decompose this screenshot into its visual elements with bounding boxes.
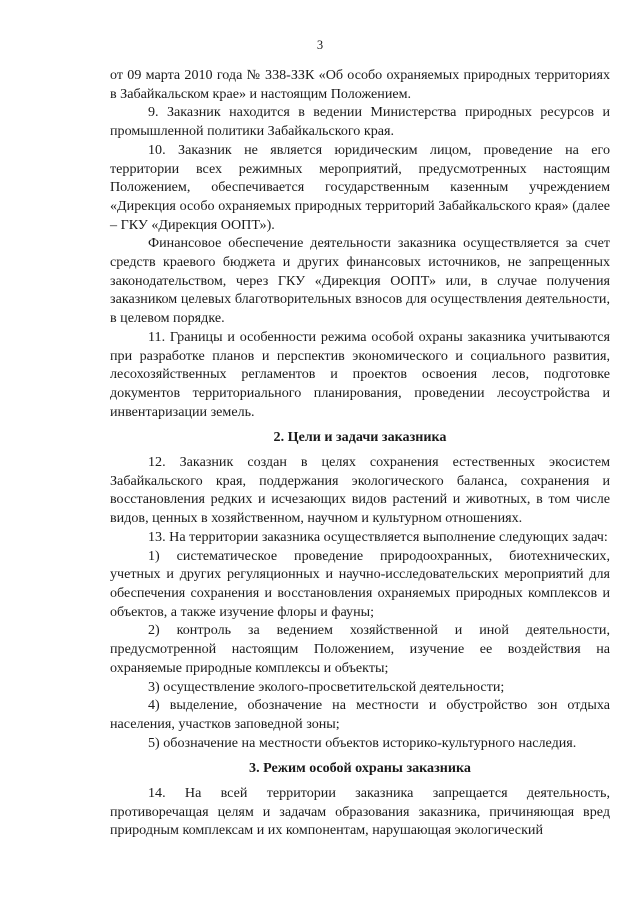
page-number: 3 <box>316 38 324 52</box>
list-item-4: 4) выделение, обозначение на местности и обустройство зон отдыха населения, участков заповедной зоны; <box>110 697 610 732</box>
paragraph-10: 10. Заказник не является юридическим лицом, проведение на его территории всех режимных мероприятий, предусмотренных настоящим Положением, обеспечивается государственным казенным учреждением «Дирекция особо охраняемых природных территорий Забайкальского края» (далее – ГКУ «Дирекция ООПТ»). <box>110 141 610 233</box>
paragraph-14: 14. На всей территории заказника запрещается деятельность, противоречащая целям и задачам образования заказника, причиняющая вред природным комплексам и их компонентам, нарушающая экологический <box>110 785 610 839</box>
paragraph-12: 12. Заказник создан в целях сохранения естественных экосистем Забайкальского края, поддержания экологического баланса, сохранения и восстановления редких и исчезающих видов растений и животных, в том числе видов, ценных в хозяйственном, научном и культурном отношениях. <box>110 454 610 527</box>
document-body <box>110 66 610 840</box>
list-item-3: 3) осуществление эколого-просветительской деятельности; <box>148 678 505 695</box>
list-item-5: 5) обозначение на местности объектов историко-культурного наследия. <box>148 734 577 751</box>
paragraph-13: 13. На территории заказника осуществляется выполнение следующих задач: <box>148 528 608 545</box>
list-item-1: 1) систематическое проведение природоохранных, биотехнических, учетных и других регуляционных и научно-исследовательских мероприятий для обеспечения сохранения и восстановления охраняемых природных комплексов и объектов, а также изучение флоры и фауны; <box>110 547 610 620</box>
paragraph-law-reference: от 09 марта 2010 года № 338-ЗЗК «Об особо охраняемых природных территориях в Забайкальском крае» и настоящим Положением. <box>110 67 610 102</box>
section-heading-protection-regime: 3. Режим особой охраны заказника <box>249 760 471 777</box>
list-item-2: 2) контроль за ведением хозяйственной и иной деятельности, предусмотренной настоящим Положением, изучение ее воздействия на охраняемые природные комплексы и объекты; <box>110 622 610 676</box>
section-heading-goals: 2. Цели и задачи заказника <box>273 429 447 446</box>
paragraph-11: 11. Границы и особенности режима особой охраны заказника учитываются при разработке планов и перспектив экономического и социального развития, лесохозяйственных регламентов и проектов освоения лесов, подготовке документов территориального планирования, проведении лесоустройства и инвентаризации земель. <box>110 328 610 420</box>
paragraph-financing: Финансовое обеспечение деятельности заказника осуществляется за счет средств краевого бюджета и других финансовых источников, не запрещенных законодательством, через ГКУ «Дирекция ООПТ» или, в случае получения заказником целевых благотворительных взносов для осуществления деятельности, в целевом порядке. <box>110 235 610 327</box>
paragraph-9: 9. Заказник находится в ведении Министерства природных ресурсов и промышленной политики Забайкальского края. <box>110 104 610 140</box>
